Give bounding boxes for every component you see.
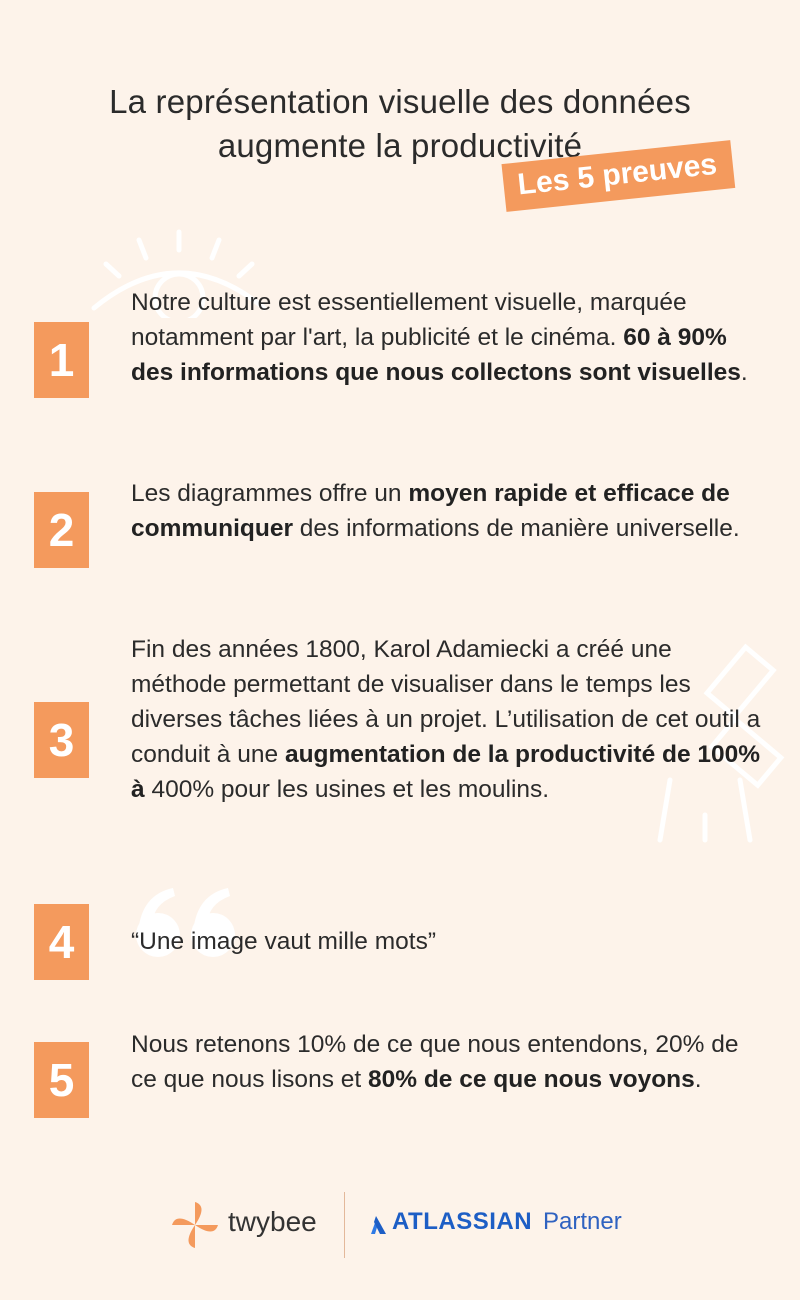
title-line-1: La représentation visuelle des données: [109, 83, 691, 120]
twybee-brand-name: twybee: [228, 1206, 317, 1237]
atlassian-partner-label: Partner: [543, 1208, 622, 1235]
footer-divider: [344, 1192, 345, 1258]
title-line-2: augmente la productivité: [217, 127, 583, 164]
proofs-tag: Les 5 preuves: [501, 140, 735, 212]
atlassian-brand-name: ATLASSIAN: [392, 1208, 533, 1235]
proof-text: Nous retenons 10% de ce que nous entendons, 20% de ce que nous lisons et 80% de ce que nous voyons.: [131, 1031, 739, 1093]
atlassian-triangle-icon: [364, 1214, 388, 1238]
proof-text: “Une image vaut mille mots”: [131, 928, 436, 955]
proof-number-badge: 3: [34, 702, 89, 778]
proof-number-badge: 4: [34, 904, 89, 980]
proof-number-badge: 5: [34, 1042, 89, 1118]
footer: [0, 1190, 800, 1260]
pinwheel-icon: [170, 1200, 220, 1250]
proof-text: Fin des années 1800, Karol Adamiecki a créé une méthode permettant de visualiser dans le temps les diverses tâches liées à un projet. L’utilisation de cet outil a conduit à une augmentation de la productivité de 100% à 400% pour les usines et les moulins.: [131, 636, 761, 803]
proof-number-badge: 2: [34, 492, 89, 568]
proof-text: Les diagrammes offre un moyen rapide et efficace de communiquer des informations de manière universelle.: [131, 480, 740, 542]
proof-number-badge: 1: [34, 322, 89, 398]
proof-text: Notre culture est essentiellement visuelle, marquée notamment par l'art, la publicité et le cinéma. 60 à 90% des informations que nous collectons sont visuelles.: [131, 289, 748, 386]
